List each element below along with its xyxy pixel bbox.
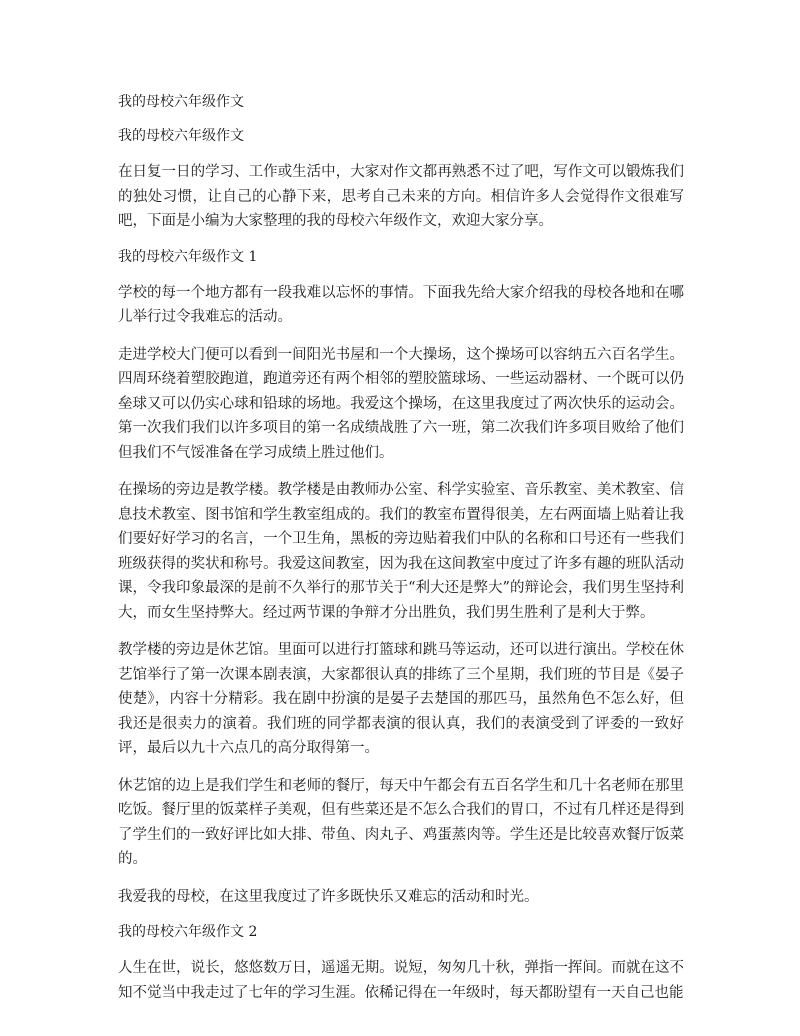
intro-paragraph: 在日复一日的学习、工作或生活中，大家对作文都再熟悉不过了吧，写作文可以锻炼我们的独处习惯，让自己的心静下来，思考自己未来的方向。相信许多人会觉得作文很难写吧，下面是小编为大家整理的我的母校六年级作文，欢迎大家分享。 [118, 164, 684, 229]
essay-1-heading: 我的母校六年级作文 1 [118, 248, 258, 265]
document-subtitle: 我的母校六年级作文 [118, 128, 244, 144]
essay-1-paragraph-5: 休艺馆的边上是我们学生和老师的餐厅，每天中午都会有五百名学生和几十名老师在那里吃饭。餐厅里的饭菜样子美观，但有些菜还是不怎么合我们的胃口，不过有几样还是得到了学生们的一致好评比如大排、带鱼、肉丸子、鸡蛋蒸肉等。学生还是比较喜欢餐厅饭菜的。 [118, 777, 684, 867]
essay-2-paragraph-1: 人生在世，说长，悠悠数万日，遥遥无期。说短，匆匆几十秋，弹指一挥间。而就在这不知不觉当中我走过了七年的学习生涯。依稀记得在一年级时，每天都盼望有一天自己也能 [118, 960, 684, 1001]
essay-1-paragraph-2: 走进学校大门便可以看到一间阳光书屋和一个大操场，这个操场可以容纳五六百名学生。四周环绕着塑胶跑道，跑道旁还有两个相邻的塑胶篮球场、一些运动器材、一个既可以仍垒球又可以仍实心球和铅球的场地。我爱这个操场，在这里我度过了两次快乐的运动会。第一次我们我们以许多项目的第一名成绩战胜了六一班，第二次我们许多项目败给了他们但我们不气馁准备在学习成绩上胜过他们。 [118, 346, 684, 461]
essay-2-heading: 我的母校六年级作文 2 [118, 924, 258, 940]
essay-1-paragraph-6: 我爱我的母校，在这里我度过了许多既快乐又难忘的活动和时光。 [118, 888, 539, 905]
essay-1-paragraph-1: 学校的每一个地方都有一段我难以忘怀的事情。下面我先给大家介绍我的母校各地和在哪儿举行过令我难忘的活动。 [118, 284, 684, 325]
essay-1-paragraph-4: 教学楼的旁边是休艺馆。里面可以进行打篮球和跳马等运动，还可以进行演出。学校在休艺馆举行了第一次课本剧表演，大家都很认真的排练了三个星期，我们班的节目是《晏子使楚》，内容十分精彩。我在剧中扮演的是晏子去楚国的那匹马，虽然角色不怎么好，但我还是很卖力的演着。我们班的同学都表演的很认真，我们的表演受到了评委的一致好评，最后以九十六点几的高分取得第一。 [118, 642, 684, 756]
essay-1-paragraph-3: 在操场的旁边是教学楼。教学楼是由教师办公室、科学实验室、音乐教室、美术教室、信息技术教室、图书馆和学生教室组成的。我们的教室布置得很美，左右两面墙上贴着让我们要好好学习的名言，一个卫生角，黑板的旁边贴着我们中队的名称和口号还有一些我们班级获得的奖状和称号。我爱这间教室，因为我在这间教室中度过了许多有趣的班队活动课，令我印象最深的是前不久举行的那节关于“利大还是弊大”的辩论会，我们男生坚持利大，而女生坚持弊大。经过两节课的争辩才分出胜负，我们男生胜利了是利大于弊。 [118, 482, 684, 621]
document-page [118, 92, 684, 1018]
document-title: 我的母校六年级作文 [118, 94, 244, 110]
